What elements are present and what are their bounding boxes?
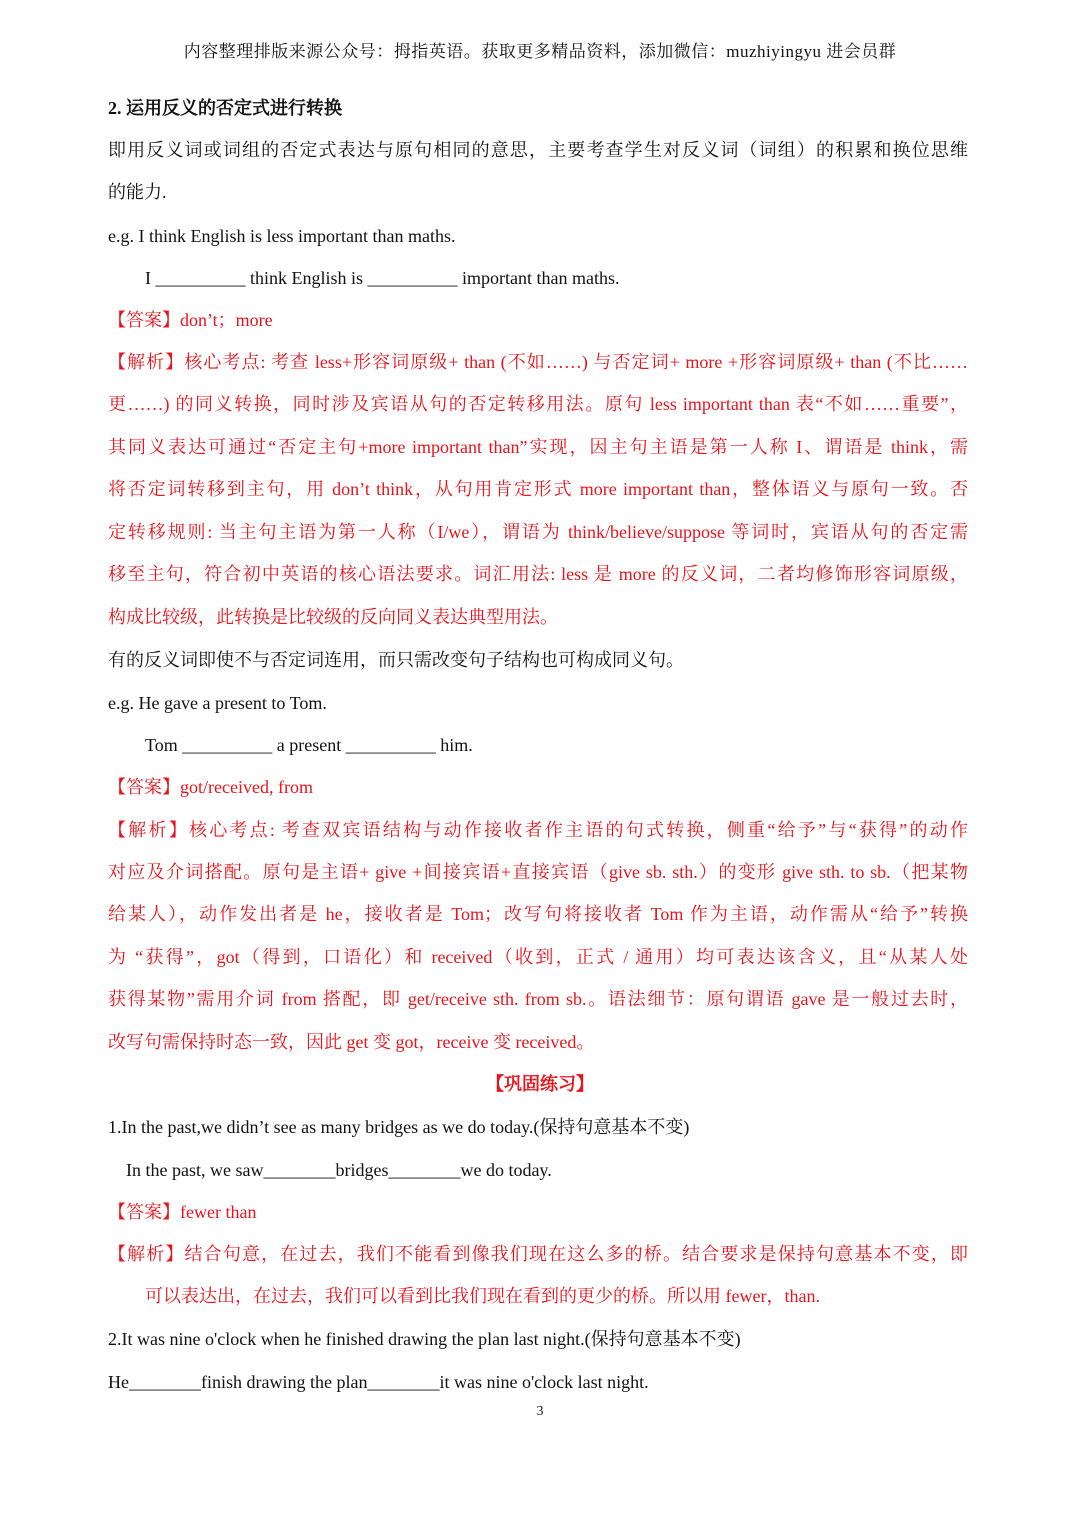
example-1-blank: I __________ think English is __________ important than maths. — [145, 268, 620, 288]
example-2-analysis-line: 对应及介词搭配。原句是主语+ give +间接宾语+直接宾语（give sb. sth.）的变形 give sth. to sb.（把某物 — [108, 862, 968, 882]
example-1-analysis-line: 移至主句，符合初中英语的核心语法要求。词汇用法: less 是 more 的反义词，二者均修饰形容词原级， — [108, 564, 968, 584]
example-1-analysis-line: 定转移规则: 当主句主语为第一人称（I/we），谓语为 think/believe/suppose 等词时，宾语从句的否定需 — [108, 522, 968, 542]
example-1-analysis-line: 其同义表达可通过“否定主句+more important than”实现，因主句主语是第一人称 I、谓语是 think，需 — [108, 437, 968, 457]
example-1-analysis-line: 【解析】核心考点: 考查 less+形容词原级+ than (不如……) 与否定词+ more +形容词原级+ than (不比…… — [108, 352, 968, 372]
example-2-analysis-line: 给某人），动作发出者是 he，接收者是 Tom；改写句将接收者 Tom 作为主语，动作需从“给予”转换 — [108, 904, 968, 924]
example-2-original: e.g. He gave a present to Tom. — [108, 693, 327, 713]
page-number: 3 — [536, 1404, 544, 1419]
example-2-answer: 【答案】got/received, from — [108, 777, 313, 797]
question-1: 1.In the past,we didn’t see as many bridges as we do today.(保持句意基本不变) — [108, 1117, 690, 1137]
question-1-blank: In the past, we saw________bridges________we do today. — [126, 1160, 552, 1180]
example-1-original: e.g. I think English is less important than maths. — [108, 226, 456, 246]
question-2: 2.It was nine o'clock when he finished drawing the plan last night.(保持句意基本不变) — [108, 1329, 741, 1349]
question-1-answer: 【答案】fewer than — [108, 1202, 257, 1222]
example-1-analysis-line: 将否定词转移到主句，用 don’t think，从句用肯定形式 more important than，整体语义与原句一致。否 — [108, 479, 968, 499]
intro-line: 即用反义词或词组的否定式表达与原句相同的意思，主要考查学生对反义词（词组）的积累和换位思维 — [108, 140, 968, 160]
page-header: 内容整理排版来源公众号：拇指英语。获取更多精品资料，添加微信：muzhiyingyu 进会员群 — [183, 42, 897, 61]
intro-line: 的能力. — [108, 182, 167, 202]
example-2-analysis-line: 【解析】核心考点: 考查双宾语结构与动作接收者作主语的句式转换，侧重“给予”与“获得”的动作 — [108, 820, 968, 840]
example-1-analysis-line: 更……) 的同义转换，同时涉及宾语从句的否定转移用法。原句 less important than 表“不如……重要”， — [108, 394, 968, 414]
question-1-analysis-line: 【解析】结合句意，在过去，我们不能看到像我们现在这么多的桥。结合要求是保持句意基本不变，即 — [108, 1244, 968, 1264]
example-2-blank: Tom __________ a present __________ him. — [145, 735, 473, 755]
note-text: 有的反义词即使不与否定词连用，而只需改变句子结构也可构成同义句。 — [108, 650, 684, 670]
example-2-analysis-line: 改写句需保持时态一致，因此 get 变 got，receive 变 received。 — [108, 1032, 595, 1052]
example-2-analysis-line: 为 “获得”，got（得到，口语化）和 received（收到，正式 / 通用）均可表达该含义，且“从某人处 — [108, 947, 968, 967]
section-title: 2. 运用反义的否定式进行转换 — [108, 98, 342, 118]
question-1-analysis-line: 可以表达出，在过去，我们可以看到比我们现在看到的更少的桥。所以用 fewer，than. — [145, 1286, 820, 1306]
example-1-answer: 【答案】don’t；more — [108, 310, 273, 330]
practice-title: 【巩固练习】 — [486, 1074, 594, 1094]
example-2-analysis-line: 获得某物”需用介词 from 搭配，即 get/receive sth. from sb.。语法细节：原句谓语 gave 是一般过去时， — [108, 989, 968, 1009]
example-1-analysis-line: 构成比较级，此转换是比较级的反向同义表达典型用法。 — [108, 607, 558, 627]
question-2-blank: He________finish drawing the plan________it was nine o'clock last night. — [108, 1372, 649, 1392]
